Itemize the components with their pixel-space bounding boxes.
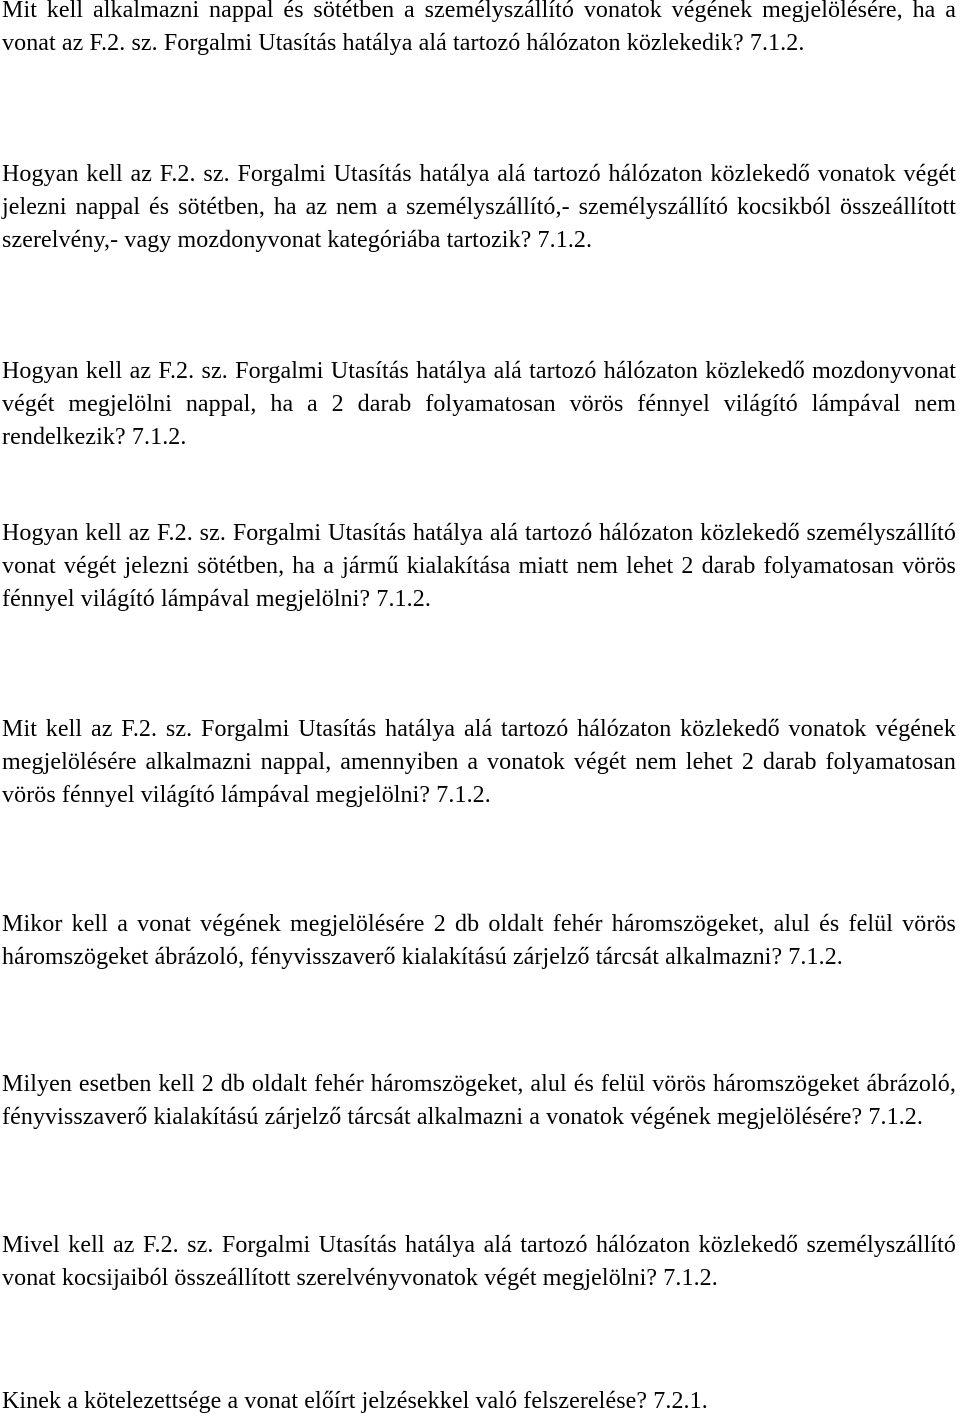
question-6: Mikor kell a vonat végének megjelölésére 2 db oldalt fehér háromszögeket, alul és felül vörös háromszögeket ábrázoló, fényvisszaverő kialakítású zárjelző tárcsát alkalmazni? 7.1.2. bbox=[2, 911, 956, 971]
question-2: Hogyan kell az F.2. sz. Forgalmi Utasítás hatálya alá tartozó hálózaton közlekedő vonatok végét jelezni nappal és sötétben, ha az nem a személyszállító,- személyszállító kocsikból összeállított szerelvény,- vagy mozdonyvonat kategóriába tartozik? 7.1.2. bbox=[2, 161, 956, 254]
question-3: Hogyan kell az F.2. sz. Forgalmi Utasítás hatálya alá tartozó hálózaton közlekedő mozdonyvonat végét megjelölni nappal, ha a 2 darab folyamatosan vörös fénnyel világító lámpával nem rendelkezik? 7.1.2. bbox=[2, 358, 956, 451]
question-5: Mit kell az F.2. sz. Forgalmi Utasítás hatálya alá tartozó hálózaton közlekedő vonatok végének megjelölésére alkalmazni nappal, amennyiben a vonatok végét nem lehet 2 darab folyamatosan vörös fénnyel világító lámpával megjelölni? 7.1.2. bbox=[2, 716, 956, 809]
question-4: Hogyan kell az F.2. sz. Forgalmi Utasítás hatálya alá tartozó hálózaton közlekedő személyszállító vonat végét jelezni sötétben, ha a jármű kialakítása miatt nem lehet 2 darab folyamatosan vörös fénnyel világító lámpával megjelölni? 7.1.2. bbox=[2, 520, 956, 613]
question-9: Kinek a kötelezettsége a vonat előírt jelzésekkel való felszerelése? 7.2.1. bbox=[2, 1388, 708, 1414]
question-1: Mit kell alkalmazni nappal és sötétben a személyszállító vonatok végének megjelölésére, ha a vonat az F.2. sz. Forgalmi Utasítás hatálya alá tartozó hálózaton közlekedik? 7.1.2. bbox=[2, 0, 956, 57]
question-7: Milyen esetben kell 2 db oldalt fehér háromszögeket, alul és felül vörös háromszögeket ábrázoló, fényvisszaverő kialakítású zárjelző tárcsát alkalmazni a vonatok végének megjelölésére? 7.1.2. bbox=[2, 1071, 956, 1131]
question-8: Mivel kell az F.2. sz. Forgalmi Utasítás hatálya alá tartozó hálózaton közlekedő személyszállító vonat kocsijaiból összeállított szerelvényvonatok végét megjelölni? 7.1.2. bbox=[2, 1232, 956, 1292]
